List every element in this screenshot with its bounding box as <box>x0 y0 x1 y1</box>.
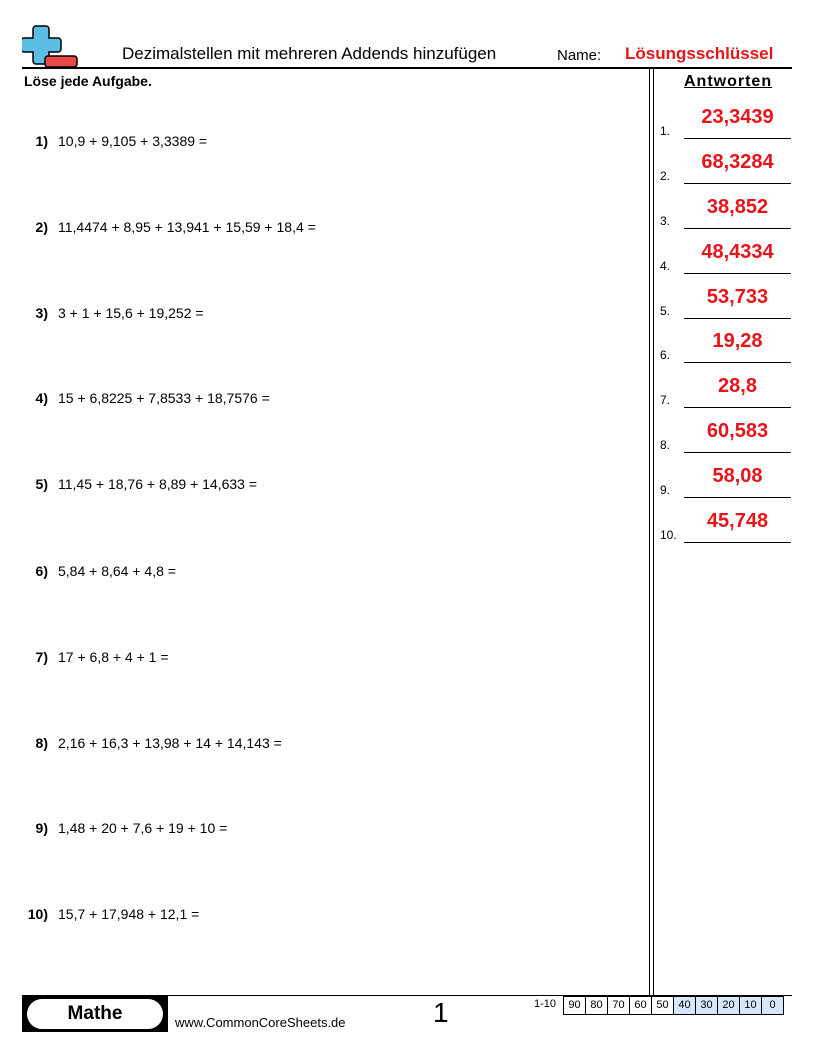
answer-item <box>660 465 792 497</box>
problem-number: 3) <box>35 305 48 321</box>
website-text: www.CommonCoreSheets.de <box>175 1015 346 1030</box>
problem-expression: 11,45 + 18,76 + 8,89 + 14,633 = <box>58 476 258 492</box>
answer-item <box>660 286 792 318</box>
problem-number: 10) <box>27 906 48 922</box>
worksheet-title: Dezimalstellen mit mehreren Addends hinzufügen <box>122 44 497 63</box>
score-cell: 80 <box>586 996 608 1015</box>
answer-value: 48,4334 <box>701 241 774 263</box>
score-cell: 20 <box>718 996 740 1015</box>
answer-line <box>684 183 791 184</box>
name-value: Lösungsschlüssel <box>625 44 774 63</box>
answer-line <box>684 228 791 229</box>
problem-number: 8) <box>35 735 48 751</box>
answer-value: 45,748 <box>706 510 769 532</box>
answers-heading: Antworten <box>684 73 773 90</box>
answer-number: 5. <box>660 304 671 318</box>
problem-expression: 11,4474 + 8,95 + 13,941 + 15,59 + 18,4 = <box>58 219 316 235</box>
answer-line <box>684 497 791 498</box>
answer-value: 60,583 <box>706 420 769 442</box>
answer-value: 58,08 <box>712 465 763 487</box>
score-cell: 60 <box>630 996 652 1015</box>
answer-line <box>684 318 791 319</box>
answer-item <box>660 151 792 183</box>
answer-number: 6. <box>660 348 671 362</box>
answer-line <box>684 362 791 363</box>
score-cell: 10 <box>740 996 762 1015</box>
subject-badge: Mathe <box>27 999 163 1029</box>
answer-number: 9. <box>660 483 671 497</box>
answer-line <box>684 407 791 408</box>
answer-line <box>684 452 791 453</box>
score-cell: 90 <box>563 996 586 1015</box>
problem-number: 1) <box>35 133 48 149</box>
answer-value: 53,733 <box>706 286 769 308</box>
answer-item <box>660 330 792 362</box>
problem-number: 9) <box>35 820 48 836</box>
problem-expression: 10,9 + 9,105 + 3,3389 = <box>58 133 208 149</box>
answer-line <box>684 138 791 139</box>
problem-expression: 5,84 + 8,64 + 4,8 = <box>58 563 176 579</box>
column-divider <box>649 69 650 995</box>
answer-item <box>660 420 792 452</box>
answer-line <box>684 273 791 274</box>
problem-expression: 2,16 + 16,3 + 13,98 + 14 + 14,143 = <box>58 735 282 751</box>
answer-value: 19,28 <box>712 330 763 352</box>
score-cell: 30 <box>696 996 718 1015</box>
answer-number: 8. <box>660 438 671 452</box>
column-divider <box>653 69 654 995</box>
score-cell: 50 <box>652 996 674 1015</box>
answer-number: 10. <box>660 528 677 542</box>
problem-expression: 17 + 6,8 + 4 + 1 = <box>58 649 169 665</box>
score-cell: 70 <box>608 996 630 1015</box>
answer-value: 23,3439 <box>701 106 774 128</box>
score-range-label: 1-10 <box>534 998 557 1010</box>
problem-number: 2) <box>35 219 48 235</box>
answer-number: 3. <box>660 214 671 228</box>
answer-number: 7. <box>660 393 671 407</box>
header-divider <box>22 67 792 69</box>
answer-value: 28,8 <box>718 375 757 397</box>
answer-item <box>660 510 792 542</box>
problem-number: 7) <box>35 649 48 665</box>
name-label: Name: <box>557 47 602 64</box>
answer-value: 38,852 <box>706 196 769 218</box>
answer-number: 2. <box>660 169 671 183</box>
answer-number: 1. <box>660 124 671 138</box>
plus-minus-logo-icon <box>22 24 80 68</box>
answer-value: 68,3284 <box>701 151 774 173</box>
problem-expression: 15,7 + 17,948 + 12,1 = <box>58 906 200 922</box>
answer-line <box>684 542 791 543</box>
problem-expression: 1,48 + 20 + 7,6 + 19 + 10 = <box>58 820 228 836</box>
score-table <box>563 996 784 1015</box>
problem-number: 6) <box>35 563 48 579</box>
answer-item <box>660 241 792 273</box>
instructions: Löse jede Aufgabe. <box>24 73 152 89</box>
answer-item <box>660 196 792 228</box>
problem-number: 4) <box>35 390 48 406</box>
score-cell: 0 <box>762 996 784 1015</box>
score-cell: 40 <box>674 996 696 1015</box>
answer-item <box>660 106 792 138</box>
page-number: 1 <box>433 997 449 1028</box>
problem-expression: 3 + 1 + 15,6 + 19,252 = <box>58 305 204 321</box>
problem-expression: 15 + 6,8225 + 7,8533 + 18,7576 = <box>58 390 270 406</box>
answer-item <box>660 375 792 407</box>
answer-number: 4. <box>660 259 671 273</box>
problem-number: 5) <box>35 476 48 492</box>
